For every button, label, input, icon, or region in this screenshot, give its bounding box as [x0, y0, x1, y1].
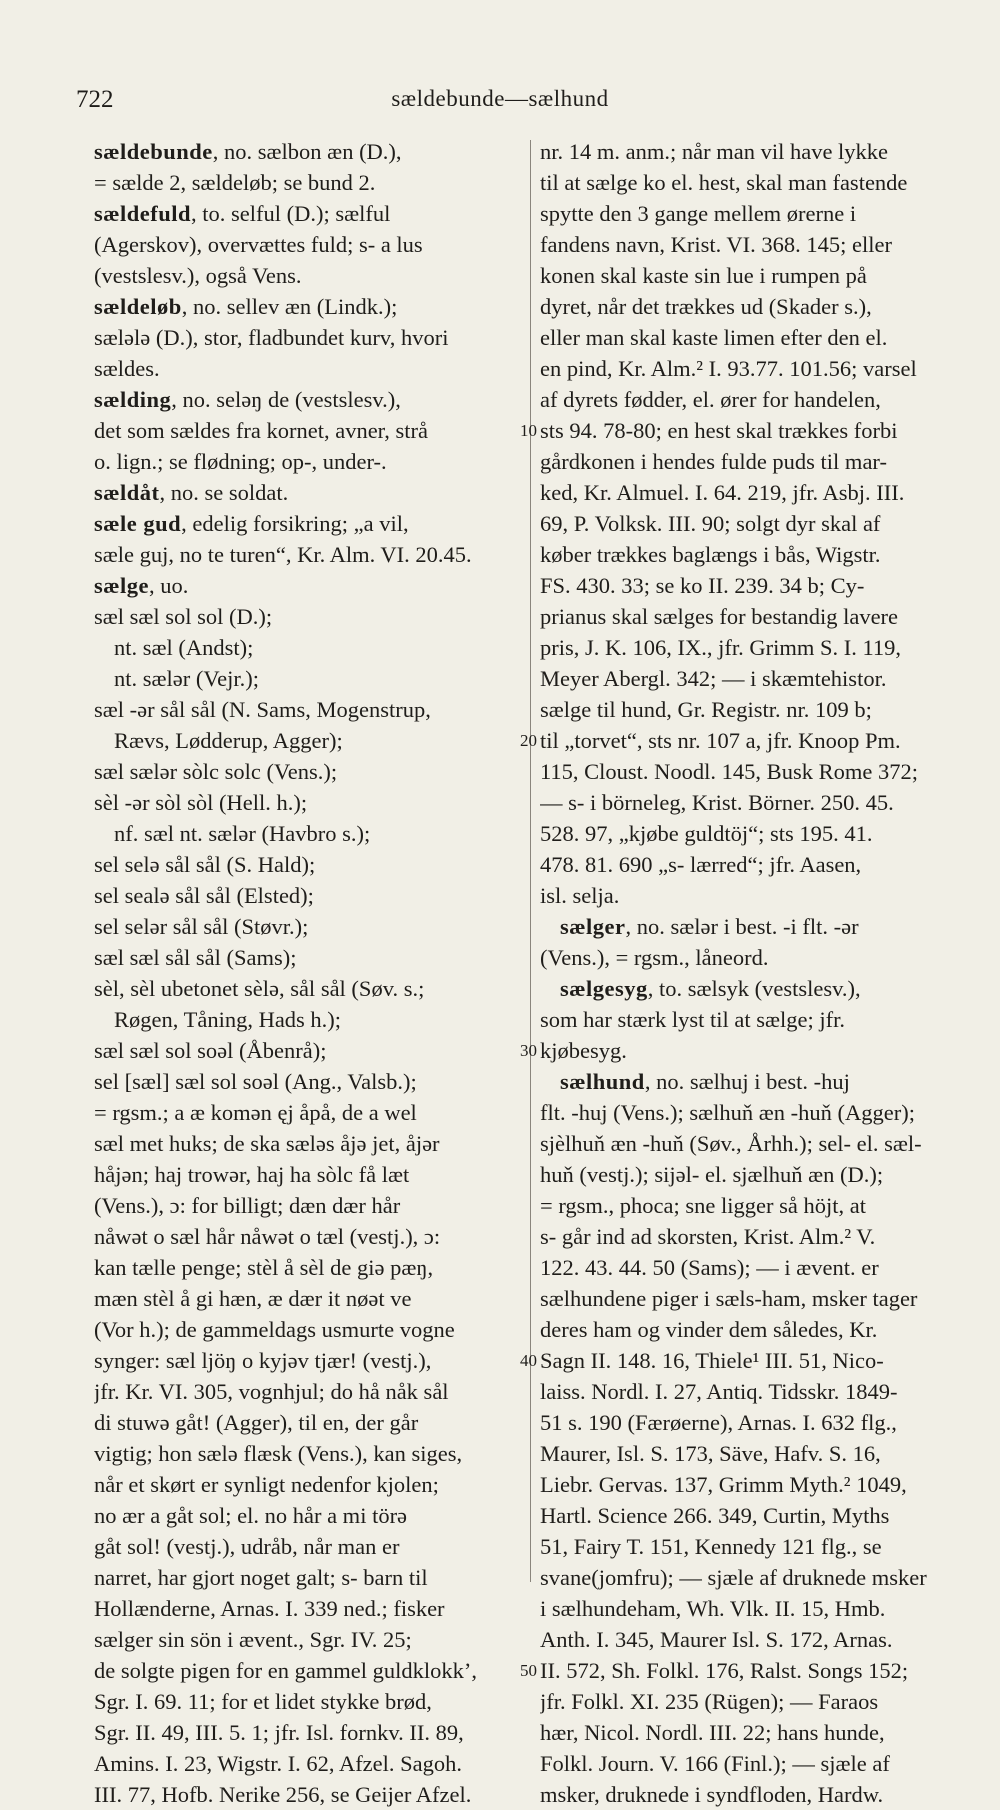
text-line: sældefuld, to. selful (D.); sælful	[94, 201, 391, 226]
text-line: sel sealə sål sål (Elsted);	[94, 883, 314, 908]
text-line: sældes.	[94, 356, 160, 381]
text-line: håjən; haj trowər, haj ha sòlc få læt	[94, 1162, 410, 1187]
text-line: dyret, når det trækkes ud (Skader s.),	[540, 294, 872, 319]
text-line: sældeløb, no. sellev æn (Lindk.);	[94, 294, 398, 319]
text-line: gårdkonen i hendes fulde puds til mar-	[540, 449, 887, 474]
line-number: 50	[520, 1661, 537, 1680]
text-line: som har stærk lyst til at sælge; jfr.	[540, 1007, 845, 1032]
text-line: sæl sælər sòlc solc (Vens.);	[94, 759, 338, 784]
text-line: prianus skal sælges for bestandig lavere	[540, 604, 899, 629]
text-line: Hartl. Science 266. 349, Curtin, Myths	[540, 1503, 890, 1528]
text-line: no ær a gåt sol; el. no hår a mi törə	[94, 1503, 408, 1528]
headword: sæle gud	[94, 511, 182, 536]
text-line: (Agerskov), overvættes fuld; s- a lus	[94, 232, 423, 257]
text-line: Folkl. Journ. V. 166 (Finl.); — sjæle af	[540, 1751, 890, 1776]
text-line: Hollænderne, Arnas. I. 339 ned.; fisker	[94, 1596, 445, 1621]
text-line: sælge, uo.	[94, 573, 189, 598]
text-line: sælge til hund, Gr. Registr. nr. 109 b;	[540, 697, 872, 722]
text-line: sælger, no. sælər i best. -i flt. -ər	[560, 914, 859, 939]
text-line: når et skørt er synligt nedenfor kjolen;	[94, 1472, 439, 1497]
text-line: III. 77, Hofb. Nerike 256, se Geijer Afzel.	[94, 1782, 472, 1807]
text-line: sæl met huks; de ska sæləs åjə jet, åjər	[94, 1131, 440, 1156]
headword: sælger	[560, 914, 626, 939]
text-line: sælding, no. seləŋ de (vestslesv.),	[94, 387, 401, 412]
text-line: — s- i börneleg, Krist. Börner. 250. 45.	[540, 790, 894, 815]
headword: sældebunde	[94, 139, 213, 164]
text-line: Amins. I. 23, Wigstr. I. 62, Afzel. Sagoh.	[94, 1751, 463, 1776]
text-line: II. 572, Sh. Folkl. 176, Ralst. Songs 152;	[540, 1658, 909, 1683]
text-line: sts 94. 78-80; en hest skal trækkes forbi	[540, 418, 898, 443]
text-line: sèl, sèl ubetonet sèlə, sål sål (Søv. s.;	[94, 976, 425, 1001]
line-number: 40	[520, 1351, 537, 1370]
text-line: sæl sæl sål sål (Sams);	[94, 945, 297, 970]
text-line: jfr. Folkl. XI. 235 (Rügen); — Faraos	[540, 1689, 879, 1714]
text-line: Sagn II. 148. 16, Thiele¹ III. 51, Nico-	[540, 1348, 884, 1373]
text-line: nåwət o sæl hår nåwət o tæl (vestj.), ɔ:	[94, 1224, 441, 1249]
text-line: konen skal kaste sin lue i rumpen på	[540, 263, 867, 288]
headword: sælgesyg	[560, 976, 648, 1001]
line-number: 30	[520, 1041, 537, 1060]
left-column	[94, 136, 522, 1810]
text-line: sæle gud, edelig forsikring; „a vil,	[94, 511, 409, 536]
text-line: sel selər sål sål (Støvr.);	[94, 914, 309, 939]
text-line: i sælhundeham, Wh. Vlk. II. 15, Hmb.	[540, 1596, 886, 1621]
text-line: nt. sæl (Andst);	[114, 635, 254, 660]
text-line: sælgesyg, to. sælsyk (vestslesv.),	[560, 976, 861, 1001]
text-line: vigtig; hon sælə flæsk (Vens.), kan siges,	[94, 1441, 463, 1466]
text-line: (vestslesv.), også Vens.	[94, 263, 302, 288]
headword: sældefuld	[94, 201, 192, 226]
text-line: køber trækkes baglængs i bås, Wigstr.	[540, 542, 881, 567]
text-line: di stuwə gåt! (Agger), til en, der går	[94, 1410, 419, 1435]
text-line: sælhund, no. sælhuj i best. -huj	[560, 1069, 850, 1094]
text-line: sel [sæl] sæl sol soəl (Ang., Valsb.);	[94, 1069, 417, 1094]
text-line: jfr. Kr. VI. 305, vognhjul; do hå nåk sål	[94, 1379, 449, 1404]
text-line: deres ham og vinder dem således, Kr.	[540, 1317, 878, 1342]
text-line: nt. sælər (Vejr.);	[114, 666, 259, 691]
text-line: 528. 97, „kjøbe guldtöj“; sts 195. 41.	[540, 821, 873, 846]
text-line: til at sælge ko el. hest, skal man fastende	[540, 170, 908, 195]
text-line: laiss. Nordl. I. 27, Antiq. Tidsskr. 1849-	[540, 1379, 898, 1404]
headword: sælding	[94, 387, 172, 412]
text-line: 51 s. 190 (Færøerne), Arnas. I. 632 flg.,	[540, 1410, 897, 1435]
text-line: fandens navn, Krist. VI. 368. 145; eller	[540, 232, 893, 257]
text-line: 51, Fairy T. 151, Kennedy 121 flg., se	[540, 1534, 882, 1559]
text-line: sèl -ər sòl sòl (Hell. h.);	[94, 790, 308, 815]
line-number: 20	[520, 731, 537, 750]
text-line: Rævs, Lødderup, Agger);	[114, 728, 343, 753]
text-line: Sgr. II. 49, III. 5. 1; jfr. Isl. fornkv. II. 89,	[94, 1720, 464, 1745]
text-line: = sælde 2, sældeløb; se bund 2.	[94, 170, 376, 195]
text-line: Maurer, Isl. S. 173, Säve, Hafv. S. 16,	[540, 1441, 881, 1466]
text-line: isl. selja.	[540, 883, 620, 908]
text-line: sæl -ər sål sål (N. Sams, Mogenstrup,	[94, 697, 431, 722]
text-line: narret, har gjort noget galt; s- barn til	[94, 1565, 428, 1590]
text-line: sæl sæl sol soəl (Åbenrå);	[94, 1038, 327, 1063]
headword: sælhund	[560, 1069, 645, 1094]
running-head: sældebunde—sælhund	[391, 86, 609, 111]
text-line: sjèlhuň æn -huň (Søv., Århh.); sel- el. sæl-	[540, 1131, 922, 1156]
text-line: de solgte pigen for en gammel guldklokk’,	[94, 1658, 478, 1683]
text-line: sælələ (D.), stor, fladbundet kurv, hvori	[94, 325, 449, 350]
text-line: Røgen, Tåning, Hads h.);	[114, 1007, 342, 1032]
text-line: Liebr. Gervas. 137, Grimm Myth.² 1049,	[540, 1472, 907, 1497]
text-line: sel selə sål sål (S. Hald);	[94, 852, 316, 877]
text-line: mæn stèl å gi hæn, æ dær it nøət ve	[94, 1286, 412, 1311]
text-line: sældåt, no. se soldat.	[94, 480, 289, 505]
text-line: flt. -huj (Vens.); sælhuň æn -huň (Agger);	[540, 1100, 915, 1125]
text-line: spytte den 3 gange mellem ørerne i	[540, 201, 857, 226]
text-line: eller man skal kaste limen efter den el.	[540, 325, 888, 350]
right-column	[540, 136, 970, 1810]
text-line: 115, Cloust. Noodl. 145, Busk Rome 372;	[540, 759, 918, 784]
text-line: Meyer Abergl. 342; — i skæmtehistor.	[540, 666, 887, 691]
text-line: sældebunde, no. sælbon æn (D.),	[94, 139, 402, 164]
text-line: gåt sol! (vestj.), udråb, når man er	[94, 1534, 400, 1559]
page-number: 722	[76, 86, 114, 113]
text-line: huň (vestj.); sijəl- el. sjælhuň æn (D.);	[540, 1162, 884, 1187]
text-line: (Vens.), ɔ: for billigt; dæn dær hår	[94, 1193, 401, 1218]
text-line: svane(jomfru); — sjæle af druknede msker	[540, 1565, 927, 1590]
text-line: FS. 430. 33; se ko II. 239. 34 b; Cy-	[540, 573, 865, 598]
text-line: = rgsm.; a æ komən ęj åpå, de a wel	[94, 1100, 417, 1125]
text-line: = rgsm., phoca; sne ligger så höjt, at	[540, 1193, 866, 1218]
text-line: ked, Kr. Almuel. I. 64. 219, jfr. Asbj. III.	[540, 480, 905, 505]
text-line: s- går ind ad skorsten, Krist. Alm.² V.	[540, 1224, 876, 1249]
line-number: 10	[520, 421, 537, 440]
text-line: af dyrets fødder, el. ører for handelen,	[540, 387, 881, 412]
text-line: o. lign.; se flødning; op-, under-.	[94, 449, 387, 474]
text-line: pris, J. K. 106, IX., jfr. Grimm S. I. 119,	[540, 635, 902, 660]
text-line: kjøbesyg.	[540, 1038, 627, 1063]
text-line: (Vor h.); de gammeldags usmurte vogne	[94, 1317, 455, 1342]
headword: sælge	[94, 573, 149, 598]
text-line: hær, Nicol. Nordl. III. 22; hans hunde,	[540, 1720, 885, 1745]
text-line: 122. 43. 44. 50 (Sams); — i ævent. er	[540, 1255, 879, 1280]
headword: sældåt	[94, 480, 160, 505]
text-line: sæle guj, no te turen“, Kr. Alm. VI. 20.45.	[94, 542, 472, 567]
text-line: Anth. I. 345, Maurer Isl. S. 172, Arnas.	[540, 1627, 893, 1652]
text-line: nr. 14 m. anm.; når man vil have lykke	[540, 139, 889, 164]
text-line: Sgr. I. 69. 11; for et lidet stykke brød,	[94, 1689, 432, 1714]
text-line: sæl sæl sol sol (D.);	[94, 604, 273, 629]
text-line: 69, P. Volksk. III. 90; solgt dyr skal af	[540, 511, 881, 536]
text-line: kan tælle penge; stèl å sèl de giə pæŋ,	[94, 1255, 434, 1280]
text-line: 478. 81. 690 „s- lærred“; jfr. Aasen,	[540, 852, 862, 877]
text-line: msker, druknede i syndfloden, Hardw.	[540, 1782, 884, 1807]
text-line: en pind, Kr. Alm.² I. 93.77. 101.56; varsel	[540, 356, 917, 381]
headword: sældeløb	[94, 294, 182, 319]
text-line: det som sældes fra kornet, avner, strå	[94, 418, 429, 443]
text-line: sælger sin sön i ævent., Sgr. IV. 25;	[94, 1627, 412, 1652]
text-line: til „torvet“, sts nr. 107 a, jfr. Knoop Pm.	[540, 728, 901, 753]
text-line: (Vens.), = rgsm., låneord.	[540, 945, 769, 970]
text-line: synger: sæl ljöŋ o kyjəv tjær! (vestj.),	[94, 1348, 432, 1373]
text-line: nf. sæl nt. sælər (Havbro s.);	[114, 821, 371, 846]
text-line: sælhundene piger i sæls-ham, msker tager	[540, 1286, 918, 1311]
